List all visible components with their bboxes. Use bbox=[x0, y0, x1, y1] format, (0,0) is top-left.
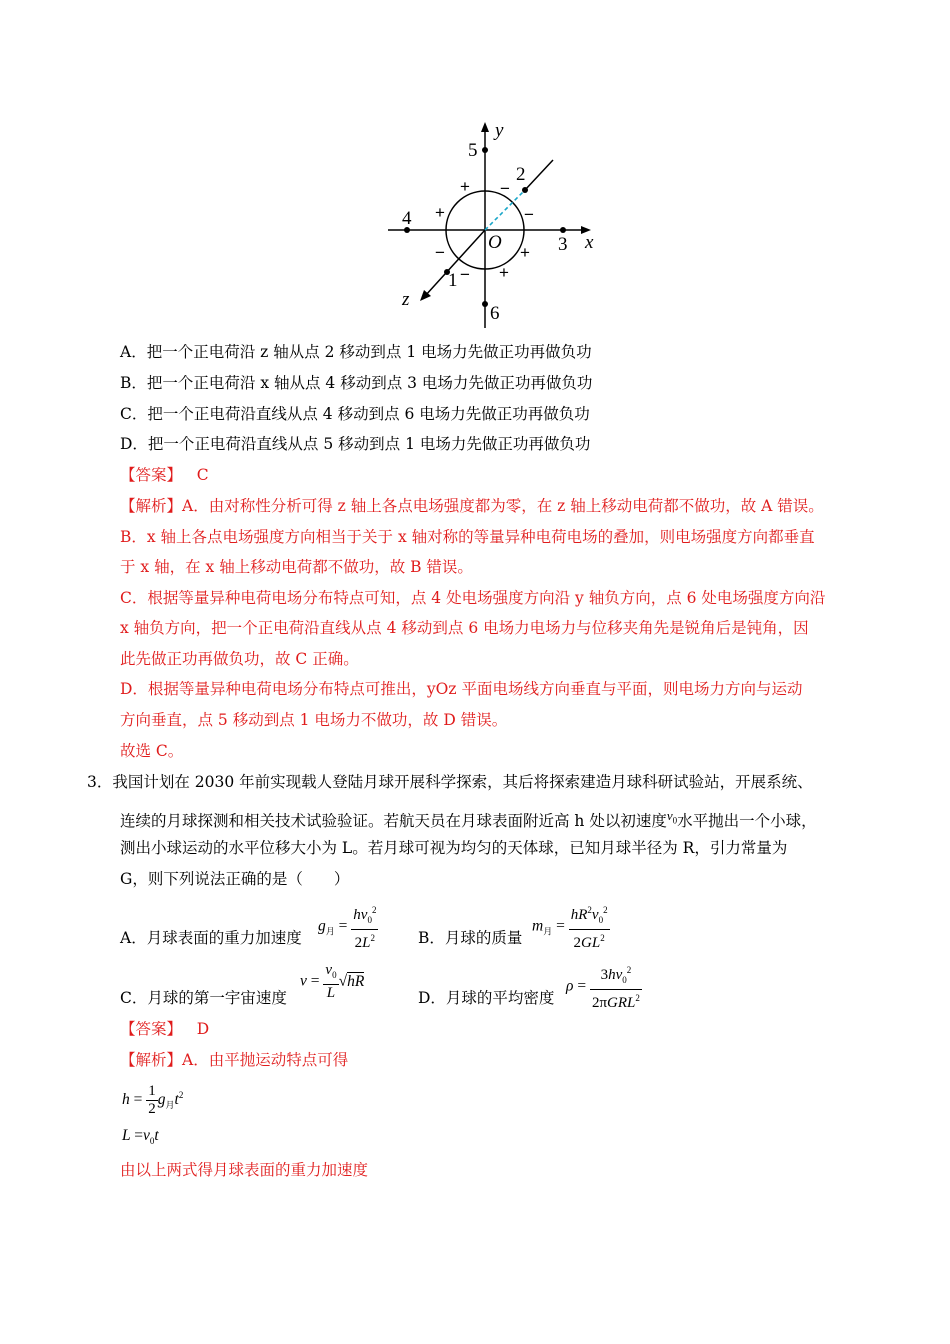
q3-option-c: C．月球的第一宇宙速度 bbox=[120, 989, 287, 1007]
point-6-label: 6 bbox=[490, 303, 500, 324]
q2-analysis-line-4: C．根据等量异种电荷电场分布特点可知，点 4 处电场强度方向沿 y 轴负方向，点 6 处电场强度方向沿 bbox=[120, 589, 826, 607]
answer-value: C bbox=[196, 466, 209, 484]
answer-label: 【答案】 bbox=[120, 466, 183, 484]
sign-top-right: − bbox=[500, 179, 510, 198]
q2-analysis-line-5: x 轴负方向，把一个正电荷沿直线从点 4 移动到点 6 电场力电场力与位移夹角先是锐角后是钝角，因 bbox=[120, 619, 809, 637]
formula-c: v = $\frac{v_0}{L}$ √hR bbox=[300, 962, 365, 1001]
q3-answer bbox=[120, 1019, 209, 1039]
q3-analysis-line-1: 【解析】A．由平抛运动特点可得 bbox=[120, 1051, 349, 1069]
q3-analysis-last: 由以上两式得月球表面的重力加速度 bbox=[120, 1161, 369, 1179]
q2-analysis-line-9: 故选 C。 bbox=[120, 742, 184, 760]
point-1-label: 1 bbox=[448, 270, 458, 291]
sign-right-up: − bbox=[524, 205, 534, 224]
origin-label: O bbox=[488, 232, 502, 253]
q2-option-a: A．把一个正电荷沿 z 轴从点 2 移动到点 1 电场力先做正功再做负功 bbox=[120, 343, 592, 361]
sign-left-up: + bbox=[435, 203, 445, 222]
q3-option-d: D．月球的平均密度 bbox=[418, 989, 555, 1007]
q2-analysis-line-3: 于 x 轴，在 x 轴上移动电荷都不做功，故 B 错误。 bbox=[120, 558, 473, 576]
axis-z-label: z bbox=[402, 289, 410, 310]
formula-d: ρ = $\frac{3hv_0^2}{2\pi GRL^2}$ bbox=[566, 962, 642, 1012]
answer-label: 【答案】 bbox=[120, 1020, 183, 1038]
equation-h: h = $\frac{1}{2}$ $g_月t^2$ bbox=[122, 1083, 184, 1117]
point-3-label: 3 bbox=[558, 234, 568, 255]
q2-analysis-line-7: D．根据等量异种电荷电场分布特点可推出，yOz 平面电场线方向垂直与平面，则电场力方向与运动 bbox=[120, 680, 803, 698]
analysis-label: 【解析】 bbox=[120, 497, 183, 515]
q3-stem-line-1: 3．我国计划在 2030 年前实现载人登陆月球开展科学探索，其后将探索建造月球科研试验站，开展系统、 bbox=[87, 773, 813, 791]
q3-stem-line-2: 连续的月球探测和相关技术试验验证。若航天员在月球表面附近高 h 处以初速度$^{v_0}$水平抛出一个小球， bbox=[120, 808, 817, 830]
sign-bottom-left: − bbox=[460, 265, 470, 284]
q2-analysis-line-8: 方向垂直，点 5 移动到点 1 电场力不做功，故 D 错误。 bbox=[120, 711, 508, 729]
analysis-label: 【解析】 bbox=[120, 1051, 183, 1069]
formula-b: $m_月$ = $\frac{hR^2v_0^2}{2GL^2}$ bbox=[532, 902, 610, 952]
q3-option-a: A．月球表面的重力加速度 bbox=[120, 929, 302, 947]
equation-L: $L =v_0t$ bbox=[122, 1127, 159, 1147]
q2-option-b: B．把一个正电荷沿 x 轴从点 4 移动到点 3 电场力先做正功再做负功 bbox=[120, 374, 593, 392]
sign-right-down: + bbox=[520, 243, 530, 262]
q3-stem-line-3: 测出小球运动的水平位移大小为 L。若月球可视为均匀的天体球，已知月球半径为 R，引力常量为 bbox=[120, 839, 788, 857]
point-2-label: 2 bbox=[516, 164, 526, 185]
axis-y-label: y bbox=[495, 120, 504, 141]
q3-option-b: B．月球的质量 bbox=[418, 929, 523, 947]
point-5-label: 5 bbox=[468, 140, 478, 161]
q2-option-d: D．把一个正电荷沿直线从点 5 移动到点 1 电场力先做正功再做负功 bbox=[120, 435, 591, 453]
q2-option-c: C．把一个正电荷沿直线从点 4 移动到点 6 电场力先做正功再做负功 bbox=[120, 405, 590, 423]
charge-axes-figure bbox=[380, 118, 610, 333]
v0-symbol: v0 bbox=[666, 808, 678, 826]
axis-x-label: x bbox=[585, 232, 594, 253]
q2-analysis-line-6: 此先做正功再做负功，故 C 正确。 bbox=[120, 650, 359, 668]
point-4-label: 4 bbox=[402, 208, 412, 229]
answer-value: D bbox=[196, 1020, 210, 1038]
q2-answer bbox=[120, 465, 209, 485]
analysis-text: A．由对称性分析可得 z 轴上各点电场强度都为零，在 z 轴上移动电荷都不做功，故 A 错误。 bbox=[182, 497, 824, 515]
q2-analysis-line-2: B．x 轴上各点电场强度方向相当于关于 x 轴对称的等量异种电荷电场的叠加，则电场强度方向都垂直 bbox=[120, 528, 815, 546]
sign-top-left: + bbox=[460, 177, 470, 196]
formula-a: $g_月$ = $\frac{hv_0^2}{2L^2}$ bbox=[318, 902, 378, 952]
sign-bottom-right: + bbox=[499, 263, 509, 282]
q3-stem-line-4: G，则下列说法正确的是（ ） bbox=[120, 870, 350, 888]
q2-analysis-line-1 bbox=[120, 496, 824, 516]
sign-left-down: − bbox=[435, 243, 445, 262]
